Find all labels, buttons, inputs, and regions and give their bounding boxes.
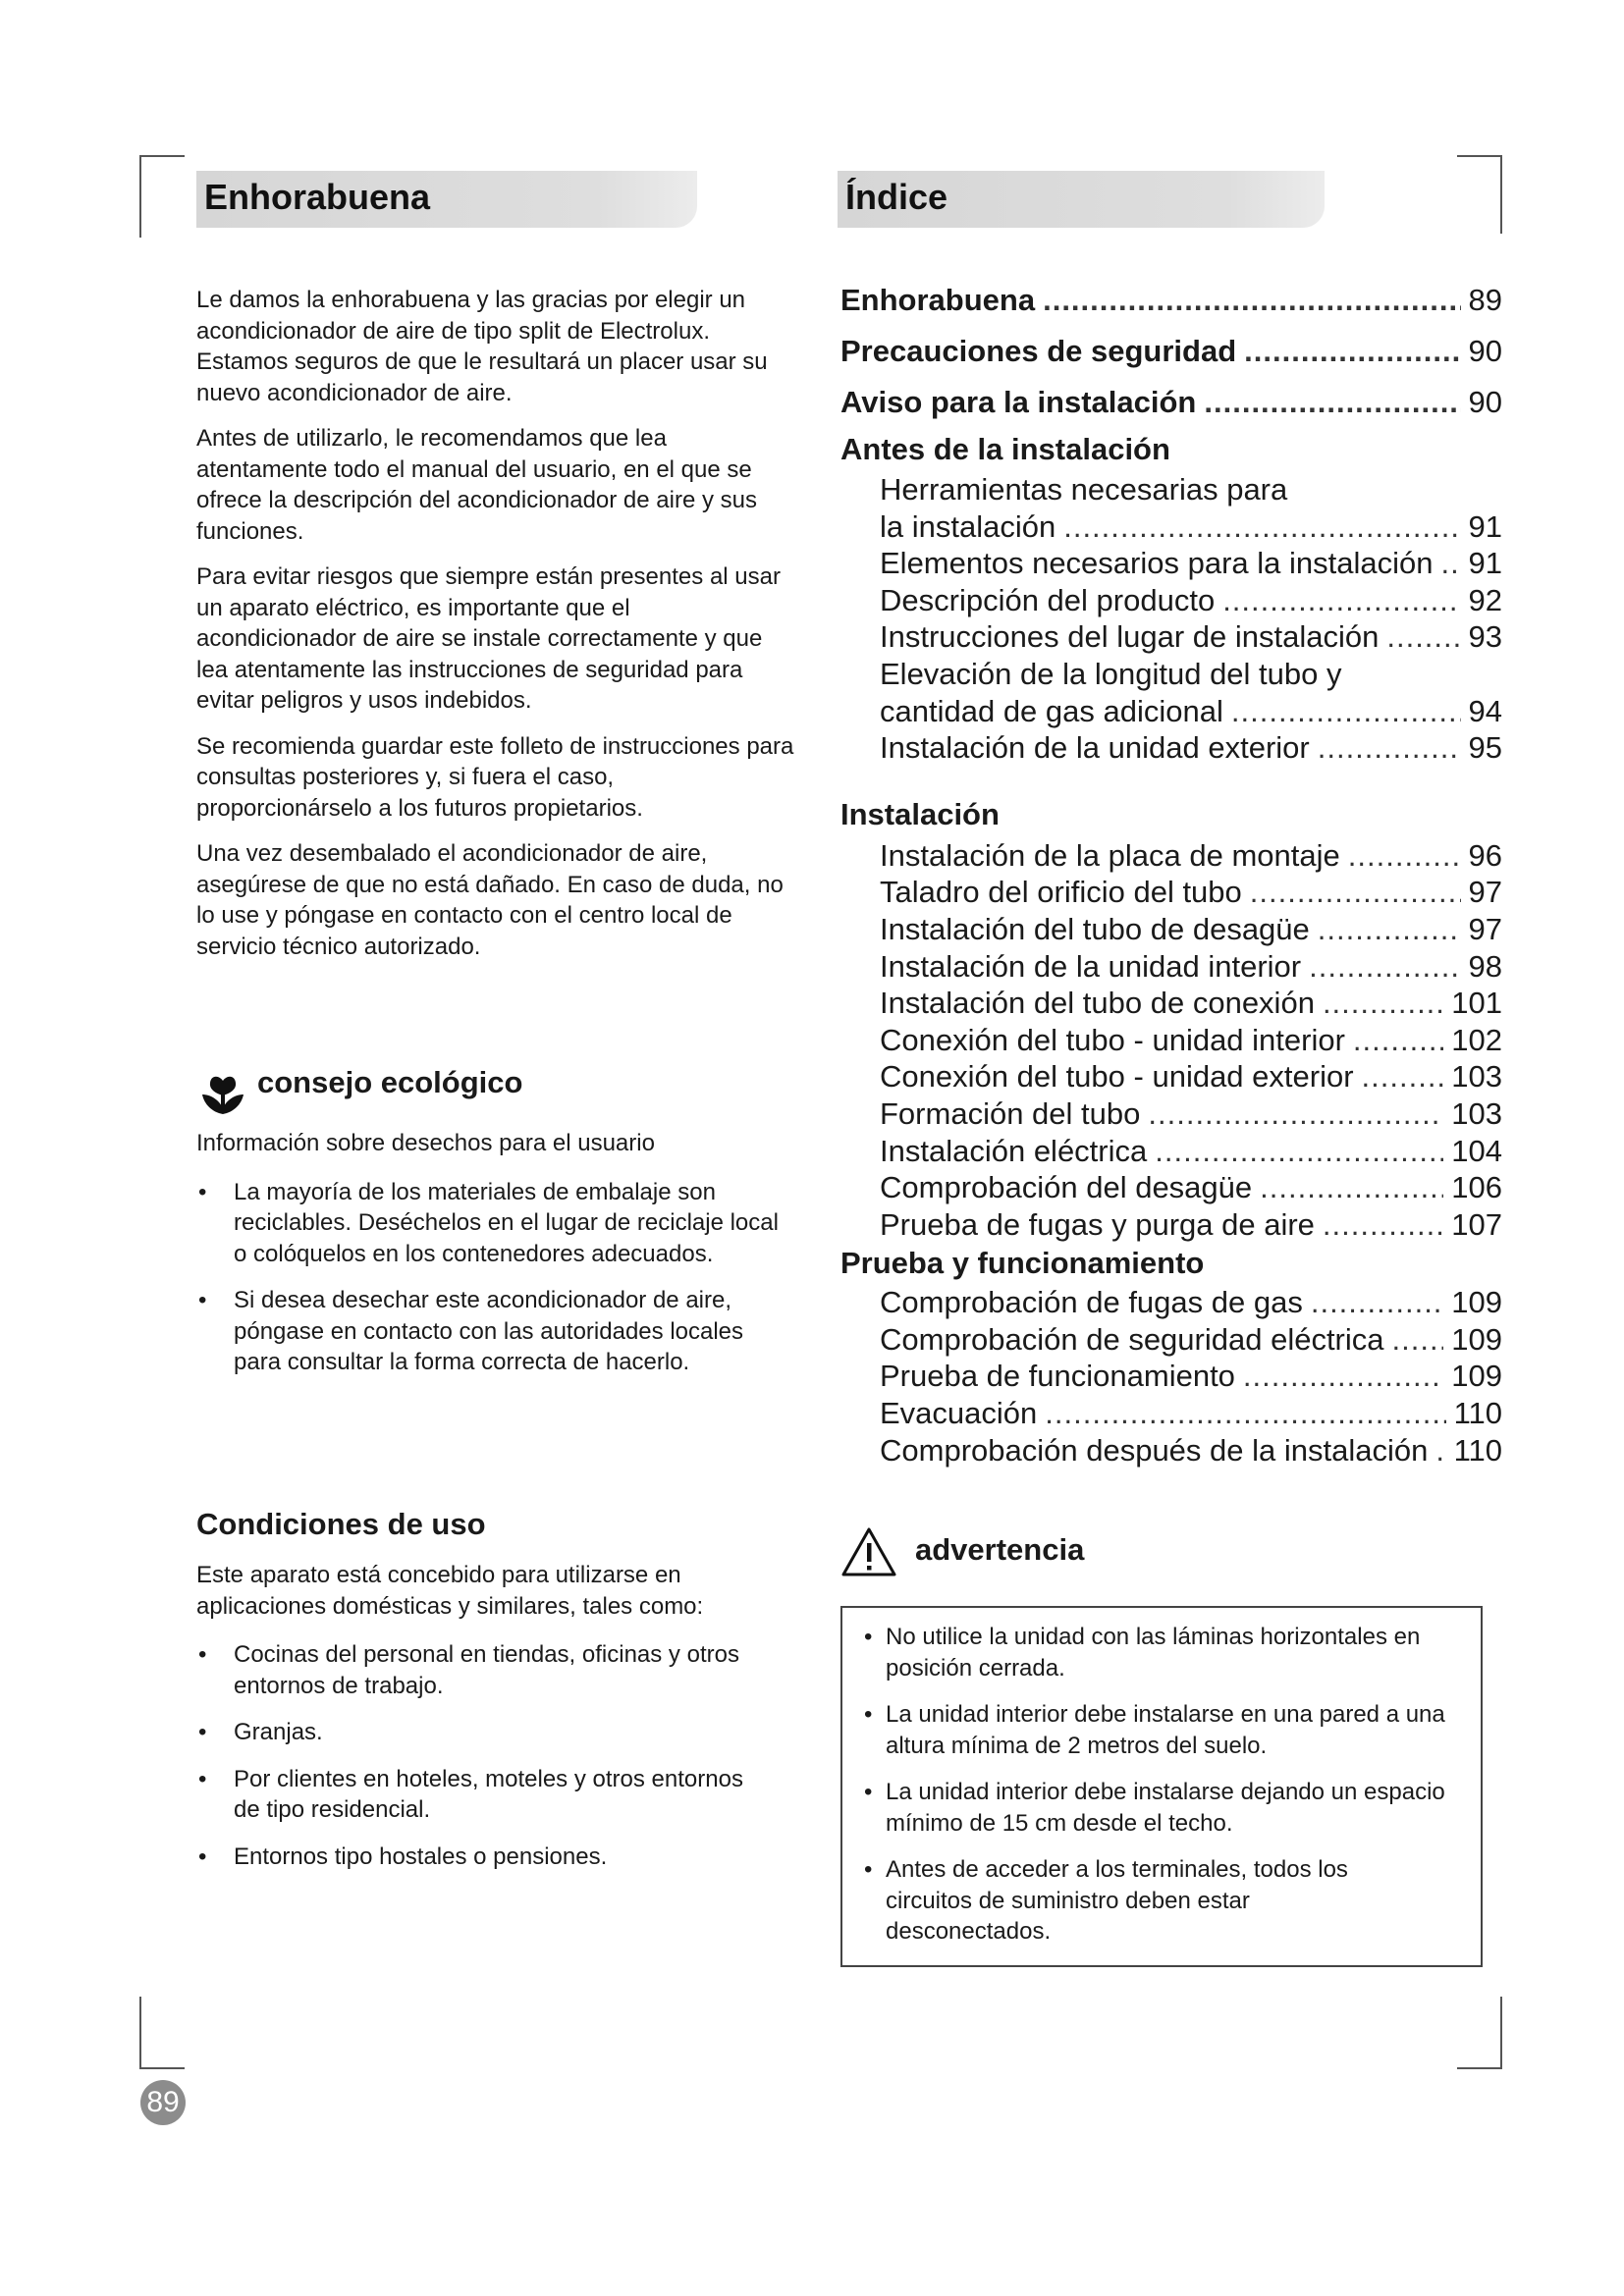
toc-entry-title: Instalación de la placa de montaje: [880, 837, 1340, 873]
crop-mark-bottom-left-horizontal: [139, 2067, 185, 2069]
toc-leader: [1311, 1284, 1443, 1321]
crop-mark-bottom-right-horizontal: [1457, 2067, 1502, 2069]
toc-leader: [1362, 1058, 1444, 1095]
toc-entry-page: 90: [1468, 334, 1502, 368]
toc-entry-title: Precauciones de seguridad: [840, 334, 1237, 368]
eco-subtitle: Información sobre desechos para el usuario: [196, 1130, 655, 1156]
list-item: • Antes de acceder a los terminales, todos los circuitos de suministro deben estar desconectados.: [864, 1854, 1396, 1948]
toc-entry-page: 109: [1451, 1321, 1502, 1357]
toc-entry[interactable]: [840, 837, 1502, 875]
warning-title: advertencia: [915, 1532, 1085, 1567]
toc-entry-page: 110: [1453, 1396, 1502, 1431]
toc-entry-title: Prueba de fugas y purga de aire: [880, 1206, 1315, 1242]
crop-mark-bottom-left-vertical: [139, 1997, 141, 2069]
toc-entry[interactable]: [840, 377, 1502, 428]
toc-entry[interactable]: [840, 985, 1502, 1022]
toc-entry-title: Conexión del tubo - unidad interior: [880, 1022, 1345, 1057]
toc-entry-page: 104: [1451, 1133, 1502, 1168]
toc-entry-title: Instrucciones del lugar de instalación: [880, 619, 1380, 655]
crop-mark-top-left-horizontal: [139, 155, 185, 157]
toc-entry-page: 91: [1468, 546, 1502, 581]
toc-leader: [1063, 508, 1460, 546]
toc-entry-page: 97: [1468, 911, 1502, 946]
toc-entry-page: 110: [1453, 1432, 1502, 1468]
eco-leaf-icon: [200, 1071, 245, 1116]
eco-title: consejo ecológico: [257, 1065, 523, 1099]
toc-entry-title: Instalación eléctrica: [880, 1133, 1148, 1168]
conditions-title: Condiciones de uso: [196, 1507, 486, 1541]
intro-paragraph: Se recomienda guardar este folleto de instrucciones para consultas posteriores y, si fuera el caso, proporcionárselo a los futuros propietarios.: [196, 732, 794, 822]
eco-bullet-list: [196, 1177, 785, 1378]
toc-entry-page: 98: [1468, 948, 1502, 984]
intro-paragraph: Antes de utilizarlo, le recomendamos que lea atentamente todo el manual del usuario, en el que se ofrece la descripción del acondicionador de aire y sus funciones.: [196, 425, 757, 545]
warning-box: [840, 1606, 1483, 1967]
toc-entry[interactable]: [840, 1284, 1502, 1321]
toc-entry[interactable]: [840, 326, 1502, 377]
toc-leader: [1318, 729, 1461, 767]
toc-entry-page: 89: [1468, 283, 1502, 317]
toc-entry-title: Instalación del tubo de conexión: [880, 986, 1315, 1021]
toc-entry[interactable]: [840, 508, 1502, 546]
toc-entry[interactable]: [840, 1058, 1502, 1095]
toc-entry-page: 109: [1451, 1285, 1502, 1320]
toc-section-title: Antes de la instalación: [840, 432, 1170, 466]
toc-entry-page: 102: [1451, 1022, 1502, 1057]
toc-entry-title: Descripción del producto: [880, 582, 1216, 617]
toc-entry[interactable]: [840, 1206, 1502, 1244]
toc-leader: [1148, 1095, 1443, 1133]
toc-entry[interactable]: [840, 1133, 1502, 1170]
toc-entry-title: Prueba de funcionamiento: [880, 1359, 1235, 1394]
enhorabuena-header: [196, 171, 697, 228]
crop-mark-top-right-vertical: [1500, 155, 1502, 234]
toc-entry[interactable]: [840, 618, 1502, 656]
list-item: • Granjas.: [196, 1717, 805, 1748]
toc-leader: [1348, 837, 1461, 875]
toc-entry-line[interactable]: Elevación de la longitud del tubo y: [880, 656, 1342, 691]
toc-entry-page: 109: [1451, 1359, 1502, 1394]
toc-entry[interactable]: [840, 1321, 1502, 1359]
eco-section: [196, 1065, 805, 1394]
toc-entry-title: Comprobación de fugas de gas: [880, 1285, 1303, 1320]
toc-leader: [1244, 326, 1460, 377]
toc-leader: [1250, 874, 1461, 911]
toc-entry[interactable]: [840, 1169, 1502, 1206]
toc-entry-title: Instalación del tubo de desagüe: [880, 911, 1310, 946]
toc-entry-page: 97: [1468, 875, 1502, 910]
crop-mark-top-right-horizontal: [1457, 155, 1502, 157]
toc-entry-page: 94: [1468, 693, 1502, 728]
toc-leader: [1231, 693, 1461, 730]
toc-entry-title: Formación del tubo: [880, 1095, 1141, 1131]
toc-entry[interactable]: [840, 582, 1502, 619]
toc: [840, 275, 1502, 1468]
toc-leader: [1353, 1022, 1443, 1059]
list-item: • Entornos tipo hostales o pensiones.: [196, 1842, 805, 1873]
toc-entry[interactable]: [840, 1022, 1502, 1059]
toc-entry-title: Conexión del tubo - unidad exterior: [880, 1059, 1354, 1095]
toc-entry[interactable]: [840, 275, 1502, 326]
toc-entry-title: Evacuación: [880, 1396, 1038, 1431]
toc-entry-title: Comprobación del desagüe: [880, 1170, 1253, 1205]
toc-entry-line[interactable]: Herramientas necesarias para: [880, 472, 1288, 507]
toc-entry[interactable]: [840, 1095, 1502, 1133]
intro-paragraph: Para evitar riesgos que siempre están presentes al usar un aparato eléctrico, es importante que el acondicionador de aire se instale correctamente y que lea atentamente las instrucciones de seguridad para evitar peligros y usos indebidos.: [196, 563, 781, 714]
toc-entry[interactable]: [840, 1395, 1502, 1432]
crop-mark-bottom-right-vertical: [1500, 1997, 1502, 2069]
toc-entry-title: Elementos necesarios para la instalación: [880, 546, 1434, 581]
toc-entry-title: la instalación: [880, 508, 1056, 544]
toc-entry-page: 103: [1451, 1095, 1502, 1131]
toc-entry-title: Instalación de la unidad interior: [880, 948, 1302, 984]
toc-section-title: Instalación: [840, 796, 1000, 831]
toc-entry-page: 93: [1468, 619, 1502, 655]
toc-entry-page: 107: [1451, 1206, 1502, 1242]
conditions-bullet-list: [196, 1639, 805, 1872]
toc-leader: [1318, 911, 1461, 948]
toc-entry-title: cantidad de gas adicional: [880, 693, 1223, 728]
toc-entry-page: 95: [1468, 730, 1502, 766]
toc-leader: [1386, 618, 1460, 656]
toc-entry-page: 103: [1451, 1059, 1502, 1095]
eco-heading: [196, 1065, 805, 1124]
toc-leader: [1260, 1169, 1443, 1206]
list-item: • Por clientes en hoteles, moteles y otros entornos de tipo residencial.: [196, 1764, 744, 1826]
page-number-badge: 89: [140, 2080, 186, 2125]
list-item: • Si desea desechar este acondicionador de aire, póngase en contacto con las autoridades locales para consultar la forma correcta de hacerlo.: [196, 1285, 785, 1378]
conditions-section: [196, 1507, 805, 1888]
toc-entry-page: 96: [1468, 837, 1502, 873]
toc-leader: [1204, 377, 1460, 428]
toc-entry-page: 92: [1468, 582, 1502, 617]
toc-entry[interactable]: [840, 1358, 1502, 1395]
list-item: • No utilice la unidad con las láminas horizontales en posición cerrada.: [864, 1622, 1463, 1683]
toc-leader: [1155, 1133, 1443, 1170]
toc-leader: [1045, 1395, 1445, 1432]
toc-section-title: Prueba y funcionamiento: [840, 1246, 1205, 1281]
indice-header: [838, 171, 1325, 228]
toc-entry-title: Comprobación después de la instalación: [880, 1432, 1429, 1468]
toc-leader: [1222, 582, 1460, 619]
toc-leader: [1323, 985, 1443, 1022]
toc-entry-page: 101: [1451, 986, 1502, 1021]
toc-entry-title: Taladro del orificio del tubo: [880, 875, 1242, 910]
toc-entry[interactable]: [840, 911, 1502, 948]
toc-entry[interactable]: [840, 729, 1502, 767]
toc-entry-title: Aviso para la instalación: [840, 385, 1197, 419]
conditions-intro: Este aparato está concebido para utilizarse en aplicaciones domésticas y similares, tales como:: [196, 1562, 704, 1620]
toc-leader: [1243, 1358, 1443, 1395]
toc-entry-page: 106: [1451, 1170, 1502, 1205]
toc-leader: [1309, 948, 1460, 986]
warning-heading: [840, 1526, 1233, 1579]
toc-entry-title: Instalación de la unidad exterior: [880, 730, 1310, 766]
list-item: • Cocinas del personal en tiendas, oficinas y otros entornos de trabajo.: [196, 1639, 805, 1701]
indice-header-title: Índice: [845, 177, 948, 217]
toc-instalacion-list: [840, 837, 1502, 1244]
toc-prueba-list: [840, 1284, 1502, 1468]
toc-leader: [1323, 1206, 1443, 1244]
enhorabuena-header-title: Enhorabuena: [204, 177, 431, 217]
crop-mark-top-left-vertical: [139, 155, 141, 238]
warning-bullet-list: [842, 1608, 1481, 1973]
warning-triangle-icon: [840, 1526, 897, 1577]
toc-entry[interactable]: [840, 874, 1502, 911]
toc-entry[interactable]: [840, 1432, 1502, 1469]
toc-leader: [1392, 1321, 1444, 1359]
list-item: • La unidad interior debe instalarse dejando un espacio mínimo de 15 cm desde el techo.: [864, 1777, 1463, 1839]
toc-leader: [1435, 1432, 1445, 1469]
intro-section: [196, 285, 795, 977]
toc-entry-title: Enhorabuena: [840, 283, 1036, 317]
toc-entry-page: 90: [1468, 385, 1502, 419]
toc-leader: [1440, 545, 1460, 582]
list-item: • La unidad interior debe instalarse en una pared a una altura mínima de 2 metros del suelo.: [864, 1699, 1463, 1761]
toc-leader: [1043, 275, 1460, 326]
toc-entry-title: Comprobación de seguridad eléctrica: [880, 1321, 1384, 1357]
toc-entry[interactable]: [840, 948, 1502, 986]
intro-paragraph: Le damos la enhorabuena y las gracias por elegir un acondicionador de aire de tipo split de Electrolux. Estamos seguros de que le resultará un placer usar su nuevo acondicionador de aire.: [196, 287, 768, 406]
list-item: • La mayoría de los materiales de embalaje son reciclables. Deséchelos en el lugar de reciclaje local o colóquelos en los contenedores adecuados.: [196, 1177, 785, 1270]
toc-entry-page: 91: [1468, 508, 1502, 544]
toc-entry[interactable]: [840, 693, 1502, 730]
intro-paragraph: Una vez desembalado el acondicionador de aire, asegúrese de que no está dañado. En caso de duda, no lo use y póngase en contacto con el centro local de servicio técnico autorizado.: [196, 840, 784, 960]
toc-entry[interactable]: [840, 545, 1502, 582]
